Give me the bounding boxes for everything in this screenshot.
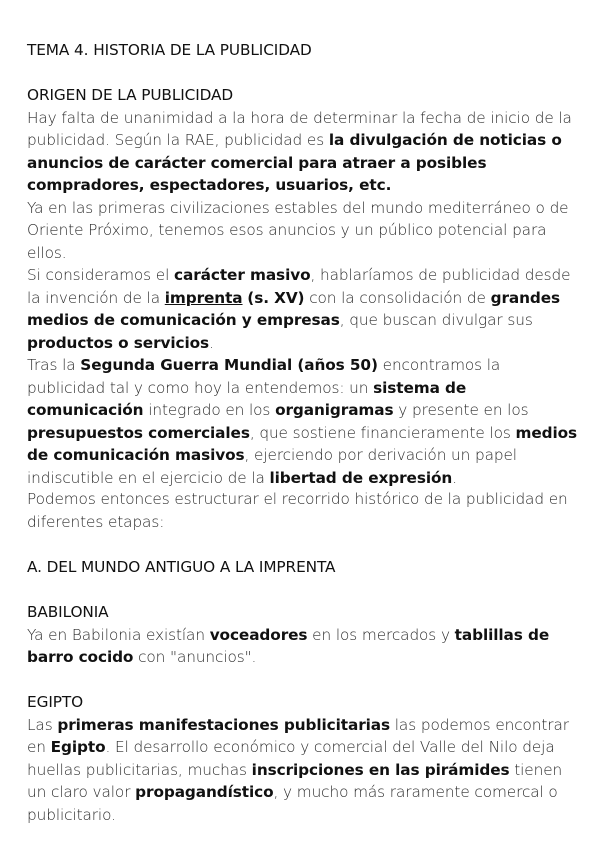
- section-babilonia: [27, 601, 582, 669]
- section-heading-egipto: EGIPTO: [27, 693, 84, 711]
- section-heading-a: A. DEL MUNDO ANTIGUO A LA IMPRENTA: [27, 558, 336, 576]
- paragraph-civilizaciones: Ya en las primeras civilizaciones estables del mundo mediterráneo o de Oriente Próximo, tenemos esos anuncios y un público potencial para ellos.: [27, 198, 569, 262]
- paragraph-caracter-masivo: Si consideramos el carácter masivo, hablaríamos de publicidad desde la invención de la imprenta (s. XV) con la consolidación de grandes medios de comunicación y empresas, que buscan divulgar sus productos o servicios.: [27, 266, 571, 352]
- imprenta-underlined: imprenta: [164, 288, 243, 307]
- section-heading-origen: ORIGEN DE LA PUBLICIDAD: [27, 86, 234, 104]
- section-origen: [27, 84, 582, 264]
- section-heading-babilonia: BABILONIA: [27, 603, 109, 621]
- paragraph-definicion: Hay falta de unanimidad a la hora de determinar la fecha de inicio de la publicidad. Según la RAE, publicidad es la divulgación de noticias o anuncios de carácter comercial para atraer a posibles compradores, espectadores, usuarios, etc.: [27, 108, 572, 194]
- section-masivo: [27, 264, 582, 489]
- document-title: TEMA 4. HISTORIA DE LA PUBLICIDAD: [27, 41, 312, 59]
- section-egipto: [27, 691, 582, 826]
- paragraph-egipto: Las primeras manifestaciones publicitarias las podemos encontrar en Egipto. El desarrollo económico y comercial del Valle del Nilo deja huellas publicitarias, muchas inscripciones en las pirámides tienen un claro valor propagandístico, y mucho más raramente comercal o publicitario.: [27, 715, 569, 824]
- paragraph-segunda-guerra: Tras la Segunda Guerra Mundial (años 50) encontramos la publicidad tal y como hoy la entendemos: un sistema de comunicación integrado en los organigramas y presente en los presupuestos comerciales, que sostiene financieramente los medios de comunicación masivos, ejerciendo por derivación un papel indiscutible en el ejercicio de la libertad de expresión.: [27, 356, 578, 487]
- paragraph-babilonia: Ya en Babilonia existían voceadores en los mercados y tablillas de barro cocido con "anuncios".: [27, 625, 550, 666]
- paragraph-etapas: Podemos entonces estructurar el recorrido histórico de la publicidad en diferentes etapas:: [27, 490, 568, 531]
